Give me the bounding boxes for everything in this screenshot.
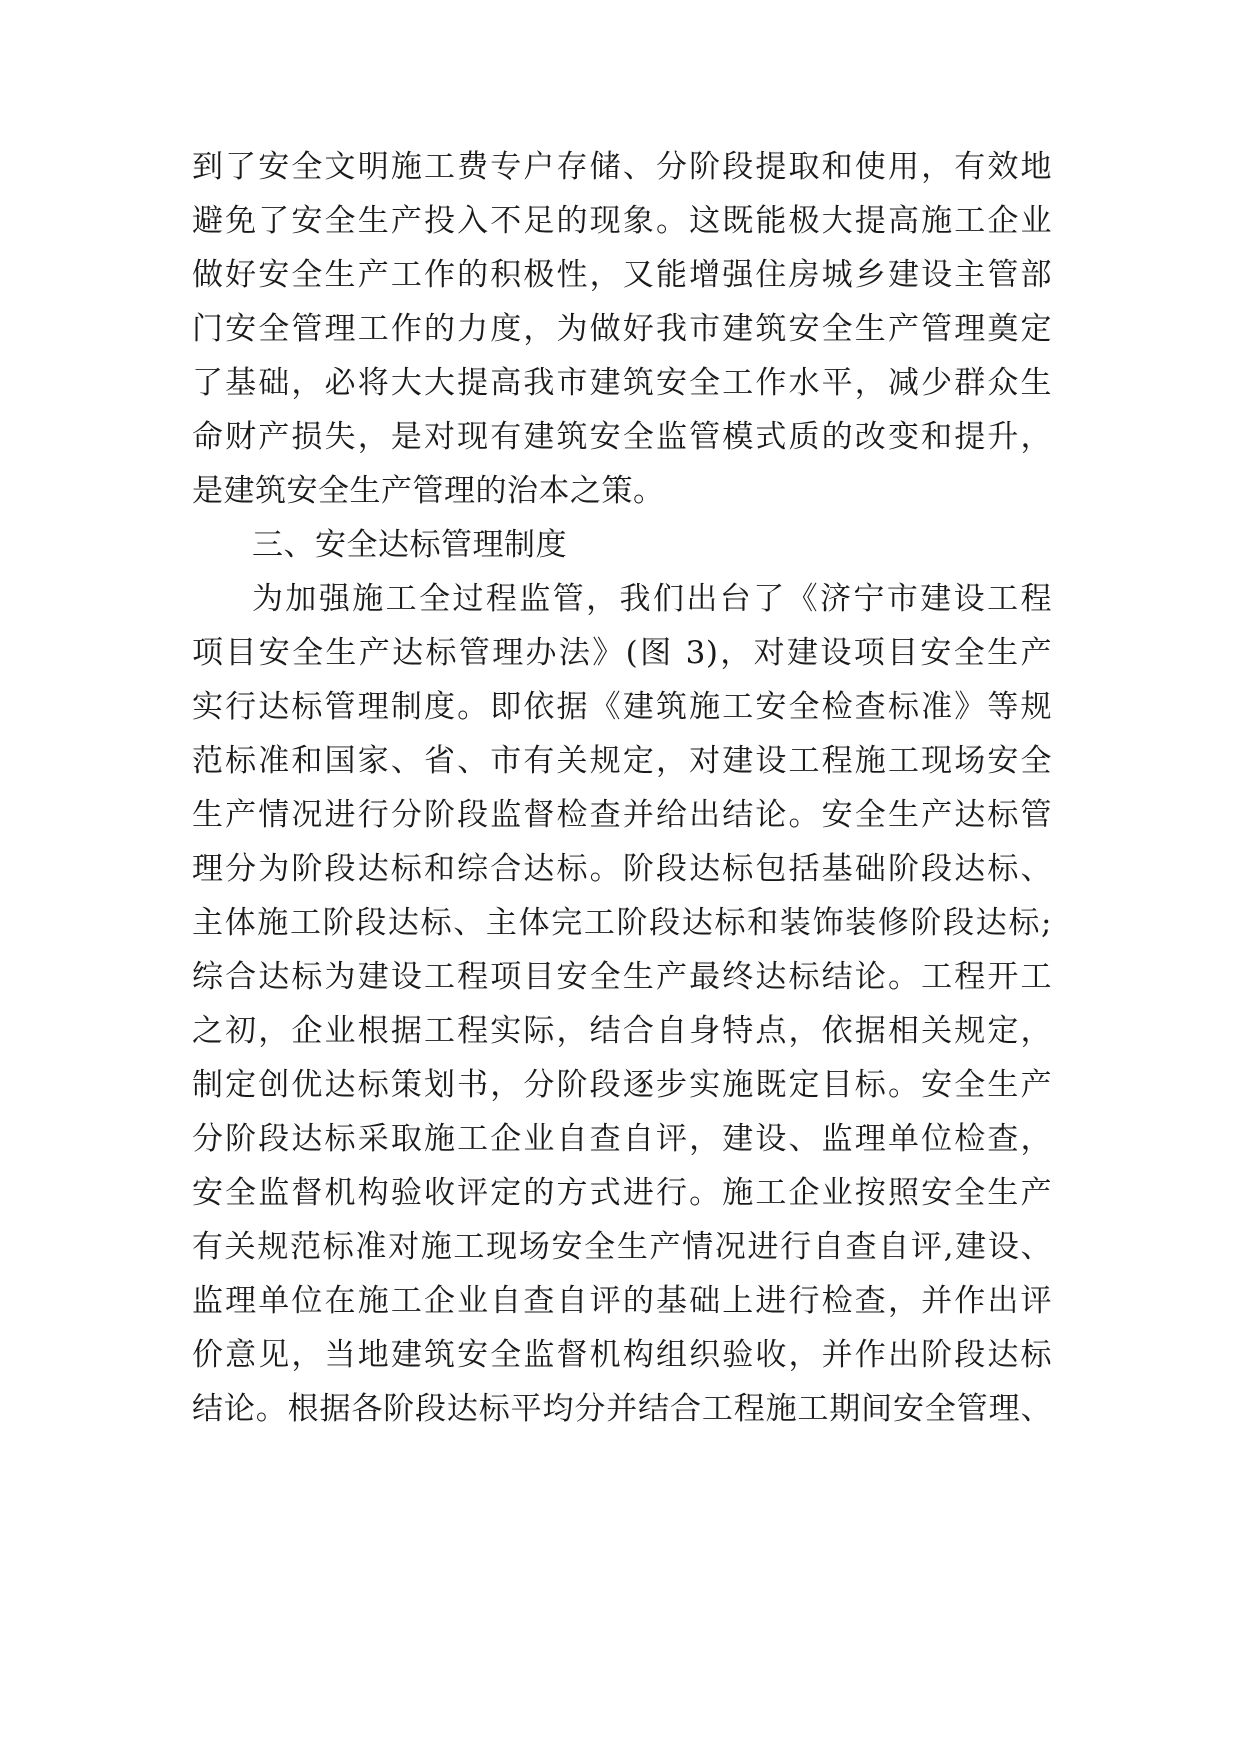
paragraph-line: 结论。根据各阶段达标平均分并结合工程施工期间安全管理、 (192, 1391, 1052, 1427)
section-heading: 三、安全达标管理制度 (252, 527, 567, 563)
paragraph-line: 命财产损失，是对现有建筑安全监管模式质的改变和提升， (192, 419, 1052, 455)
paragraph-line: 实行达标管理制度。即依据《建筑施工安全检查标准》等规 (192, 689, 1052, 725)
paragraph-line: 是建筑安全生产管理的治本之策。 (192, 473, 665, 509)
paragraph-line: 到了安全文明施工费专户存储、分阶段提取和使用，有效地 (192, 149, 1052, 185)
paragraph-line: 之初，企业根据工程实际，结合自身特点，依据相关规定， (192, 1013, 1052, 1049)
paragraph-line: 范标准和国家、省、市有关规定，对建设工程施工现场安全 (192, 743, 1052, 779)
paragraph-line: 分阶段达标采取施工企业自查自评，建设、监理单位检查， (192, 1121, 1052, 1157)
paragraph-line: 理分为阶段达标和综合达标。阶段达标包括基础阶段达标、 (192, 851, 1052, 887)
paragraph-line: 避免了安全生产投入不足的现象。这既能极大提高施工企业 (192, 203, 1052, 239)
paragraph-line: 门安全管理工作的力度，为做好我市建筑安全生产管理奠定 (192, 311, 1052, 347)
paragraph-line: 安全监督机构验收评定的方式进行。施工企业按照安全生产 (192, 1175, 1052, 1211)
paragraph-line: 项目安全生产达标管理办法》(图 3)，对建设项目安全生产 (192, 635, 1052, 671)
paragraph-line: 综合达标为建设工程项目安全生产最终达标结论。工程开工 (192, 959, 1052, 995)
paragraph-line: 价意见，当地建筑安全监督机构组织验收，并作出阶段达标 (192, 1337, 1052, 1373)
paragraph-line: 有关规范标准对施工现场安全生产情况进行自查自评,建设、 (192, 1229, 1052, 1265)
paragraph-line: 制定创优达标策划书，分阶段逐步实施既定目标。安全生产 (192, 1067, 1052, 1103)
paragraph-line: 为加强施工全过程监管，我们出台了《济宁市建设工程 (252, 581, 1052, 617)
paragraph-line: 监理单位在施工企业自查自评的基础上进行检查，并作出评 (192, 1283, 1052, 1319)
paragraph-line: 做好安全生产工作的积极性，又能增强住房城乡建设主管部 (192, 257, 1052, 293)
paragraph-line: 了基础，必将大大提高我市建筑安全工作水平，减少群众生 (192, 365, 1052, 401)
paragraph-line: 生产情况进行分阶段监督检查并给出结论。安全生产达标管 (192, 797, 1052, 833)
paragraph-line: 主体施工阶段达标、主体完工阶段达标和装饰装修阶段达标; (192, 905, 1052, 941)
